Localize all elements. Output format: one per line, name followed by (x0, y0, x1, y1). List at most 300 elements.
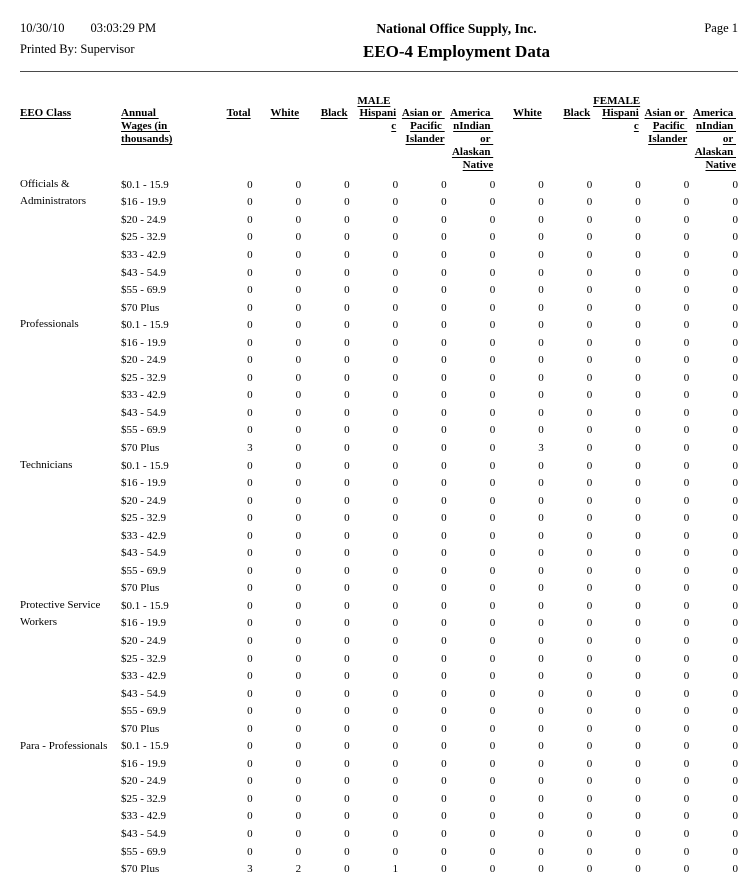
count-cell: 0 (538, 863, 544, 876)
col-header-american-indian-alaskan-native-male (447, 107, 496, 176)
count-cell: 0 (586, 740, 593, 753)
count-cell: 0 (732, 740, 738, 753)
count-cell: 0 (489, 477, 496, 490)
count-cell: 0 (295, 336, 302, 349)
count-cell: 0 (392, 845, 399, 858)
count-cell: 0 (489, 722, 496, 735)
count-cell: 0 (344, 599, 350, 612)
count-cell: 0 (344, 178, 350, 191)
table-row (20, 773, 738, 791)
count-cell: 0 (392, 582, 399, 595)
count-cell: 0 (635, 284, 641, 297)
count-cell: 0 (392, 494, 399, 507)
count-cell: 0 (344, 775, 350, 788)
count-cell: 0 (344, 213, 350, 226)
count-cell: 0 (683, 459, 690, 472)
count-cell: 0 (441, 564, 447, 577)
wage-band-cell: $55 - 69.9 (121, 284, 166, 297)
table-row (20, 264, 738, 282)
count-cell: 0 (635, 178, 641, 191)
count-cell: 0 (732, 336, 738, 349)
col-header-hispanic-female (592, 107, 641, 176)
col-header-line: nIndian (453, 120, 494, 132)
count-cell: 0 (538, 477, 544, 490)
count-cell: 0 (247, 722, 253, 735)
count-cell: 2 (295, 863, 302, 876)
count-cell: 0 (538, 775, 544, 788)
count-cell: 0 (489, 547, 496, 560)
count-cell: 0 (295, 494, 302, 507)
count-cell: 0 (538, 547, 544, 560)
count-cell: 0 (489, 792, 496, 805)
count-cell: 0 (538, 792, 544, 805)
print-date: 10/30/10 (20, 21, 65, 35)
col-header-line: Annual (121, 107, 159, 119)
count-cell: 0 (441, 178, 447, 191)
count-cell: 0 (538, 213, 544, 226)
count-cell: 0 (538, 599, 544, 612)
count-cell: 0 (586, 617, 593, 630)
count-cell: 0 (538, 722, 544, 735)
count-cell: 0 (344, 319, 350, 332)
count-cell: 0 (538, 371, 544, 384)
count-cell: 0 (586, 459, 593, 472)
eeo-class-cell: Technicians (20, 458, 73, 471)
count-cell: 0 (635, 670, 641, 683)
group-header-female: FEMALE (593, 95, 641, 107)
count-cell: 0 (247, 828, 253, 840)
count-cell: 0 (441, 740, 447, 753)
wage-band-cell: $0.1 - 15.9 (121, 599, 169, 612)
count-cell: 0 (392, 828, 399, 840)
count-cell: 0 (392, 687, 399, 700)
table-row (20, 474, 738, 492)
col-header-line: Total (226, 107, 251, 119)
count-cell: 0 (344, 582, 350, 595)
wage-band-cell: $16 - 19.9 (121, 196, 166, 209)
count-cell: 0 (295, 406, 302, 419)
count-cell: 0 (732, 687, 738, 700)
count-cell: 0 (392, 670, 399, 683)
table-row (20, 632, 738, 650)
count-cell: 0 (732, 705, 738, 718)
col-header-black-male (301, 107, 350, 176)
count-cell: 0 (683, 231, 690, 244)
count-cell: 0 (683, 547, 690, 560)
count-cell: 0 (344, 740, 350, 753)
count-cell: 0 (295, 213, 302, 226)
table-row (20, 685, 738, 703)
count-cell: 0 (295, 266, 302, 279)
count-cell: 0 (392, 336, 399, 349)
count-cell: 0 (344, 547, 350, 560)
count-cell: 0 (392, 477, 399, 490)
count-cell: 0 (732, 301, 738, 314)
col-header-line: Black (563, 107, 591, 119)
count-cell: 0 (344, 441, 350, 454)
count-cell: 0 (683, 775, 690, 788)
count-cell: 0 (247, 213, 253, 226)
count-cell: 0 (683, 178, 690, 191)
count-cell: 0 (683, 599, 690, 612)
count-cell: 0 (586, 757, 593, 770)
count-cell: 0 (295, 477, 302, 490)
count-cell: 0 (586, 266, 593, 279)
print-time: 03:03:29 PM (90, 21, 157, 35)
wage-band-cell: $43 - 54.9 (121, 828, 166, 840)
count-cell: 0 (732, 319, 738, 332)
count-cell: 0 (247, 301, 253, 314)
wage-band-cell: $16 - 19.9 (121, 757, 166, 770)
count-cell: 0 (441, 634, 447, 647)
count-cell: 0 (344, 564, 350, 577)
table-row (20, 650, 738, 668)
count-cell: 0 (247, 757, 253, 770)
count-cell: 0 (586, 828, 593, 840)
count-cell: 0 (683, 441, 690, 454)
count-cell: 0 (489, 248, 496, 261)
count-cell: 0 (635, 582, 641, 595)
col-header-line: Black (320, 107, 348, 119)
count-cell: 0 (635, 406, 641, 419)
count-cell: 0 (392, 564, 399, 577)
count-cell: 0 (392, 617, 399, 630)
wage-band-cell: $55 - 69.9 (121, 424, 166, 437)
wage-band-cell: $43 - 54.9 (121, 266, 166, 279)
count-cell: 0 (295, 828, 302, 840)
table-row (20, 387, 738, 405)
col-header-line: Alaskan (694, 146, 736, 158)
wage-band-cell: $33 - 42.9 (121, 810, 166, 823)
count-cell: 0 (489, 775, 496, 788)
eeo4-data-table (20, 86, 738, 878)
count-cell: 0 (247, 512, 253, 525)
count-cell: 0 (732, 266, 738, 279)
print-info (20, 21, 255, 57)
count-cell: 0 (295, 670, 302, 683)
count-cell: 0 (732, 845, 738, 858)
count-cell: 0 (441, 582, 447, 595)
table-row (20, 351, 738, 369)
count-cell: 0 (247, 564, 253, 577)
wage-band-cell: $70 Plus (121, 722, 160, 735)
count-cell: 0 (538, 319, 544, 332)
count-cell: 0 (344, 722, 350, 735)
count-cell: 0 (295, 617, 302, 630)
count-cell: 0 (635, 441, 641, 454)
count-cell: 0 (683, 740, 690, 753)
wage-band-cell: $70 Plus (121, 863, 160, 876)
table-row (20, 755, 738, 773)
count-cell: 0 (344, 371, 350, 384)
count-cell: 0 (732, 424, 738, 437)
count-cell: 0 (295, 512, 302, 525)
table-row (20, 176, 738, 194)
count-cell: 0 (295, 319, 302, 332)
count-cell: 0 (489, 652, 496, 665)
count-cell: 0 (538, 512, 544, 525)
count-cell: 0 (683, 266, 690, 279)
count-cell: 0 (344, 354, 350, 367)
wage-band-cell: $25 - 32.9 (121, 512, 166, 525)
count-cell: 0 (538, 354, 544, 367)
group-header-spacer (20, 86, 253, 107)
count-cell: 0 (586, 336, 593, 349)
count-cell: 0 (344, 477, 350, 490)
count-cell: 0 (295, 652, 302, 665)
count-cell: 0 (247, 424, 253, 437)
count-cell: 0 (489, 389, 496, 402)
col-header-line: Pacific (410, 120, 445, 132)
count-cell: 0 (635, 354, 641, 367)
count-cell: 0 (344, 248, 350, 261)
count-cell: 0 (295, 634, 302, 647)
count-cell: 0 (344, 810, 350, 823)
count-cell: 0 (295, 757, 302, 770)
wage-band-cell: $33 - 42.9 (121, 670, 166, 683)
count-cell: 0 (295, 248, 302, 261)
count-cell: 0 (732, 284, 738, 297)
count-cell: 0 (441, 406, 447, 419)
col-header-line: or (480, 133, 494, 145)
col-header-eeo-class (20, 107, 121, 176)
count-cell: 0 (247, 775, 253, 788)
col-header-hispanic-male (350, 107, 399, 176)
count-cell: 0 (441, 845, 447, 858)
count-cell: 0 (344, 284, 350, 297)
count-cell: 0 (683, 477, 690, 490)
count-cell: 0 (441, 459, 447, 472)
count-cell: 0 (344, 792, 350, 805)
count-cell: 0 (247, 178, 253, 191)
count-cell: 0 (732, 196, 738, 209)
count-cell: 0 (247, 284, 253, 297)
count-cell: 0 (295, 231, 302, 244)
count-cell: 0 (538, 617, 544, 630)
count-cell: 0 (392, 424, 399, 437)
count-cell: 0 (295, 284, 302, 297)
count-cell: 0 (586, 705, 593, 718)
table-row (20, 281, 738, 299)
count-cell: 0 (635, 705, 641, 718)
count-cell: 0 (441, 266, 447, 279)
count-cell: 0 (489, 740, 496, 753)
count-cell: 0 (732, 231, 738, 244)
count-cell: 0 (635, 828, 641, 840)
wage-band-cell: $16 - 19.9 (121, 477, 166, 490)
count-cell: 0 (538, 284, 544, 297)
count-cell: 0 (586, 354, 593, 367)
table-row (20, 404, 738, 422)
count-cell: 0 (586, 547, 593, 560)
count-cell: 0 (247, 319, 253, 332)
count-cell: 0 (683, 564, 690, 577)
count-cell: 0 (247, 687, 253, 700)
count-cell: 0 (635, 512, 641, 525)
header-separator-line (20, 71, 738, 72)
count-cell: 0 (441, 231, 447, 244)
eeo-class-cell: Para - Professionals (20, 739, 108, 752)
wage-band-cell: $55 - 69.9 (121, 845, 166, 858)
count-cell: 0 (392, 301, 399, 314)
count-cell: 0 (489, 529, 496, 542)
count-cell: 0 (392, 740, 399, 753)
count-cell: 0 (392, 810, 399, 823)
col-header-line: c (633, 120, 639, 132)
col-header-black-female (544, 107, 593, 176)
count-cell: 0 (295, 547, 302, 560)
count-cell: 0 (441, 757, 447, 770)
count-cell: 0 (538, 494, 544, 507)
count-cell: 0 (683, 863, 690, 876)
count-cell: 0 (586, 196, 593, 209)
count-cell: 0 (683, 529, 690, 542)
count-cell: 0 (586, 863, 593, 876)
wage-band-cell: $0.1 - 15.9 (121, 459, 169, 472)
count-cell: 0 (683, 494, 690, 507)
table-row (20, 544, 738, 562)
count-cell: 0 (295, 705, 302, 718)
count-cell: 0 (586, 512, 593, 525)
page-header (0, 0, 756, 62)
count-cell: 0 (392, 231, 399, 244)
count-cell: 0 (635, 424, 641, 437)
count-cell: 0 (732, 494, 738, 507)
count-cell: 0 (441, 529, 447, 542)
count-cell: 0 (489, 845, 496, 858)
count-cell: 0 (392, 529, 399, 542)
count-cell: 0 (392, 792, 399, 805)
count-cell: 0 (247, 845, 253, 858)
count-cell: 0 (538, 634, 544, 647)
count-cell: 0 (683, 582, 690, 595)
count-cell: 0 (683, 652, 690, 665)
table-row (20, 562, 738, 580)
count-cell: 0 (392, 705, 399, 718)
count-cell: 3 (247, 863, 253, 876)
col-header-line: nIndian (695, 120, 736, 132)
count-cell: 0 (441, 828, 447, 840)
count-cell: 0 (295, 371, 302, 384)
wage-band-cell: $20 - 24.9 (121, 775, 166, 788)
col-header-total (204, 107, 253, 176)
count-cell: 0 (489, 863, 496, 876)
count-cell: 0 (441, 687, 447, 700)
wage-band-cell: $25 - 32.9 (121, 792, 166, 805)
table-row (20, 720, 738, 738)
count-cell: 0 (489, 757, 496, 770)
count-cell: 1 (392, 863, 399, 876)
group-header-row (20, 86, 738, 107)
table-row (20, 509, 738, 527)
count-cell: 0 (538, 529, 544, 542)
report-titles (255, 21, 658, 62)
wage-band-cell: $20 - 24.9 (121, 354, 166, 367)
count-cell: 0 (344, 231, 350, 244)
col-header-line: Native (705, 159, 736, 171)
count-cell: 0 (538, 828, 544, 840)
table-row (20, 422, 738, 440)
count-cell: 0 (586, 582, 593, 595)
group-header-male: MALE (357, 95, 391, 107)
table-row (20, 843, 738, 861)
count-cell: 0 (732, 213, 738, 226)
count-cell: 0 (247, 494, 253, 507)
count-cell: 0 (441, 196, 447, 209)
table-row (20, 299, 738, 317)
count-cell: 0 (344, 828, 350, 840)
count-cell: 0 (683, 284, 690, 297)
count-cell: 0 (489, 424, 496, 437)
count-cell: 0 (635, 687, 641, 700)
count-cell: 0 (295, 810, 302, 823)
table-row (20, 790, 738, 808)
count-cell: 0 (635, 196, 641, 209)
count-cell: 0 (732, 248, 738, 261)
count-cell: 0 (683, 687, 690, 700)
count-cell: 0 (295, 441, 302, 454)
count-cell: 0 (538, 301, 544, 314)
count-cell: 0 (586, 178, 593, 191)
count-cell: 0 (441, 599, 447, 612)
col-header-line: Islander (648, 133, 688, 145)
count-cell: 0 (489, 319, 496, 332)
count-cell: 0 (538, 810, 544, 823)
count-cell: 0 (732, 354, 738, 367)
count-cell: 0 (732, 564, 738, 577)
count-cell: 0 (344, 406, 350, 419)
count-cell: 0 (586, 564, 593, 577)
count-cell: 0 (732, 529, 738, 542)
table-row (20, 615, 738, 633)
count-cell: 0 (538, 389, 544, 402)
count-cell: 0 (344, 266, 350, 279)
count-cell: 0 (295, 792, 302, 805)
col-header-line: America (692, 107, 736, 119)
table-row (20, 457, 738, 475)
col-header-line: EEO Class (20, 107, 72, 119)
count-cell: 0 (489, 371, 496, 384)
count-cell: 0 (441, 336, 447, 349)
count-cell: 0 (732, 547, 738, 560)
count-cell: 0 (489, 178, 496, 191)
count-cell: 0 (635, 810, 641, 823)
count-cell: 0 (392, 196, 399, 209)
count-cell: 0 (344, 389, 350, 402)
count-cell: 0 (392, 512, 399, 525)
count-cell: 0 (344, 529, 350, 542)
count-cell: 0 (295, 687, 302, 700)
count-cell: 0 (489, 634, 496, 647)
count-cell: 0 (489, 213, 496, 226)
count-cell: 0 (635, 213, 641, 226)
count-cell: 0 (635, 845, 641, 858)
count-cell: 0 (392, 284, 399, 297)
wage-band-cell: $33 - 42.9 (121, 389, 166, 402)
table-row (20, 334, 738, 352)
count-cell: 0 (441, 477, 447, 490)
table-row (20, 492, 738, 510)
count-cell: 0 (441, 617, 447, 630)
col-header-line: c (391, 120, 397, 132)
count-cell: 0 (635, 459, 641, 472)
col-header-line: Hispani (602, 107, 639, 119)
count-cell: 0 (441, 863, 447, 876)
count-cell: 0 (489, 406, 496, 419)
count-cell: 0 (683, 248, 690, 261)
wage-band-cell: $43 - 54.9 (121, 547, 166, 560)
wage-band-cell: $25 - 32.9 (121, 652, 166, 665)
